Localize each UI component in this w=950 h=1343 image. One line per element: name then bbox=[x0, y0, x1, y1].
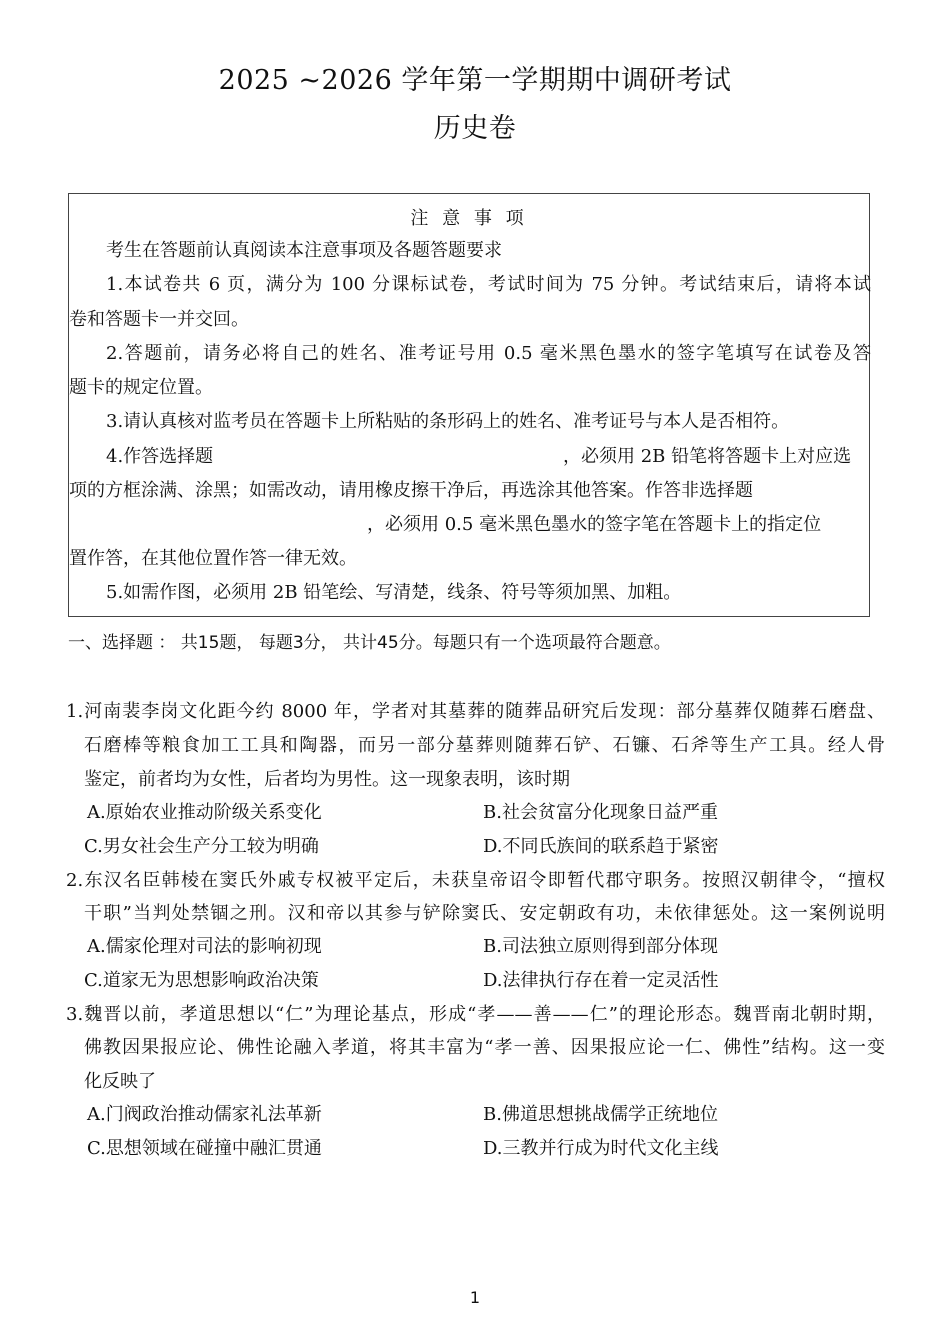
question-2-line-2: 干职”当判处禁锢之刑。汉和帝以其参与铲除窦氏、安定朝政有功，未依律惩处。这一案例说明 bbox=[84, 903, 885, 924]
notice-box bbox=[68, 193, 870, 617]
question-1-option-a[interactable]: A.原始农业推动阶级关系变化 bbox=[87, 802, 322, 823]
question-2-line-1: 2.东汉名臣韩棱在窦氏外戚专权被平定后，未获皇帝诏令即暂代郡守职务。按照汉朝律令，“擅权 bbox=[66, 870, 885, 891]
notice-line-3: 2.答题前，请务必将自己的姓名、准考证号用 0.5 毫米黑色墨水的签字笔填写在试卷及答 bbox=[106, 343, 871, 364]
question-1-option-c[interactable]: C.男女社会生产分工较为明确 bbox=[84, 836, 319, 857]
notice-line-1: 1.本试卷共 6 页，满分为 100 分课标试卷，考试时间为 75 分钟。考试结束后，请将本试 bbox=[106, 274, 871, 295]
notice-line-9: 置作答，在其他位置作答一律无效。 bbox=[69, 548, 357, 569]
question-2-option-a[interactable]: A.儒家伦理对司法的影响初现 bbox=[87, 936, 322, 957]
notice-line-4: 题卡的规定位置。 bbox=[69, 377, 213, 398]
question-1-line-2: 石磨棒等粮食加工工具和陶器，而另一部分墓葬则随葬石铲、石镰、石斧等生产工具。经人骨 bbox=[84, 735, 885, 756]
exam-title: 2025 ~2026 学年第一学期期中调研考试 bbox=[218, 65, 732, 96]
question-3-option-d[interactable]: D.三教并行成为时代文化主线 bbox=[483, 1138, 719, 1159]
question-1-line-1: 1.河南裴李岗文化距今约 8000 年，学者对其墓葬的随葬品研究后发现：部分墓葬仅随葬石磨盘、 bbox=[66, 701, 885, 722]
question-3-option-c[interactable]: C.思想领域在碰撞中融汇贯通 bbox=[87, 1138, 322, 1159]
question-1-option-d[interactable]: D.不同氏族间的联系趋于紧密 bbox=[483, 836, 719, 857]
question-3-line-3: 化反映了 bbox=[84, 1071, 156, 1092]
notice-line-6b: ，必须用 2B 铅笔将答题卡上对应选 bbox=[563, 446, 852, 467]
section-heading: 一、选择题 ： 共15题， 每题3分， 共计45分。每题只有一个选项最符合题意。 bbox=[68, 633, 671, 653]
notice-line-7: 项的方框涂满、涂黑；如需改动，请用橡皮擦干净后，再选涂其他答案。作答非选择题 bbox=[69, 480, 753, 501]
question-3-option-b[interactable]: B.佛道思想挑战儒学正统地位 bbox=[483, 1104, 718, 1125]
question-3-option-a[interactable]: A.门阀政治推动儒家礼法革新 bbox=[87, 1104, 322, 1125]
question-3-line-1: 3.魏晋以前，孝道思想以“仁”为理论基点，形成“孝——善——仁”的理论形态。魏晋南北朝时期， bbox=[66, 1004, 885, 1025]
question-2-option-b[interactable]: B.司法独立原则得到部分体现 bbox=[483, 936, 718, 957]
notice-heading: 注 意 事 项 bbox=[410, 208, 528, 229]
question-1-option-b[interactable]: B.社会贫富分化现象日益严重 bbox=[483, 802, 718, 823]
exam-subtitle: 历史卷 bbox=[433, 113, 517, 144]
notice-line-8: ，必须用 0.5 毫米黑色墨水的签字笔在答题卡上的指定位 bbox=[367, 514, 822, 535]
page-number: 1 bbox=[469, 1288, 481, 1307]
notice-line-10: 5.如需作图，必须用 2B 铅笔绘、写清楚，线条、符号等须加黑、加粗。 bbox=[106, 582, 682, 603]
notice-intro: 考生在答题前认真阅读本注意事项及各题答题要求 bbox=[106, 240, 502, 261]
notice-line-6a: 4.作答选择题 bbox=[106, 446, 214, 467]
notice-line-5: 3.请认真核对监考员在答题卡上所粘贴的条形码上的姓名、准考证号与本人是否相符。 bbox=[106, 411, 790, 432]
question-1-line-3: 鉴定，前者均为女性，后者均为男性。这一现象表明，该时期 bbox=[84, 769, 570, 790]
question-2-option-c[interactable]: C.道家无为思想影响政治决策 bbox=[84, 970, 319, 991]
question-2-option-d[interactable]: D.法律执行存在着一定灵活性 bbox=[483, 970, 719, 991]
notice-line-2: 卷和答题卡一并交回。 bbox=[69, 309, 249, 330]
question-3-line-2: 佛教因果报应论、佛性论融入孝道，将其丰富为“孝一善、因果报应论一仁、佛性”结构。这一变 bbox=[84, 1037, 885, 1058]
